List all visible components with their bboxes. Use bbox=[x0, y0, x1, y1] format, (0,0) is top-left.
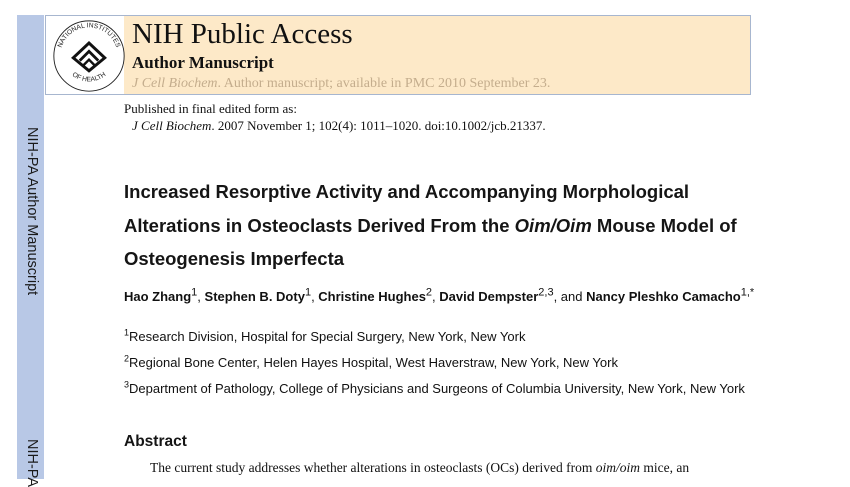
author-affiliation-mark: 1 bbox=[191, 286, 198, 299]
author-manuscript-label: Author Manuscript bbox=[132, 53, 274, 72]
author bbox=[586, 286, 755, 304]
affiliation bbox=[124, 380, 764, 398]
author-separator: , and bbox=[553, 289, 587, 304]
side-margin-banner bbox=[17, 15, 44, 487]
nih-header-box bbox=[45, 15, 751, 95]
side-label-author-manuscript: NIH-PA Author Manuscript bbox=[24, 127, 40, 296]
paper-title bbox=[124, 175, 774, 276]
author-name: Christine Hughes bbox=[318, 289, 426, 304]
author bbox=[204, 286, 312, 304]
citation-journal: J Cell Biochem bbox=[132, 118, 212, 133]
author-affiliation-mark: 1 bbox=[304, 286, 312, 299]
author-separator: , bbox=[197, 289, 205, 304]
author-name: Stephen B. Doty bbox=[204, 289, 305, 304]
seal-ring-top-text: NATIONAL INSTITUTES bbox=[56, 22, 122, 49]
author-affiliation-mark: 1,* bbox=[740, 286, 755, 299]
author bbox=[439, 286, 554, 304]
author-name: David Dempster bbox=[439, 289, 539, 304]
nih-public-access-title: NIH Public Access bbox=[132, 18, 353, 50]
abstract-text-start: The current study addresses whether alterations in osteoclasts (OCs) derived from bbox=[150, 460, 596, 475]
author-affiliation-mark: 2 bbox=[425, 286, 433, 299]
affiliation-number: 1 bbox=[124, 327, 130, 338]
availability-line bbox=[132, 76, 550, 92]
author-affiliation-mark: 2,3 bbox=[538, 286, 554, 299]
publication-note: Published in final edited form as: bbox=[124, 101, 297, 116]
author bbox=[318, 286, 433, 304]
abstract-text bbox=[150, 460, 689, 476]
author-list bbox=[124, 288, 764, 305]
affiliation bbox=[124, 354, 764, 372]
author-name: Hao Zhang bbox=[124, 289, 192, 304]
citation-details: . 2007 November 1; 102(4): 1011–1020. doi:10.1002/jcb.21337. bbox=[211, 118, 546, 133]
author-separator: , bbox=[432, 289, 440, 304]
affiliation-number: 3 bbox=[124, 379, 130, 390]
title-part-2: Mouse Model of Osteogenesis Imperfecta bbox=[124, 214, 737, 269]
journal-abbrev: J Cell Biochem bbox=[132, 76, 218, 91]
nih-seal-icon bbox=[52, 19, 126, 93]
title-part-1: Increased Resorptive Activity and Accompanying Morphological Alterations in Osteoclasts Derived From the bbox=[124, 181, 690, 236]
side-label-nih-pa: NIH-PA bbox=[24, 439, 40, 487]
affiliation-text: Research Division, Hospital for Special Surgery, New York, New York bbox=[129, 329, 526, 344]
abstract-text-end: mice, an bbox=[640, 460, 690, 475]
author bbox=[124, 286, 198, 304]
abstract-heading: Abstract bbox=[124, 433, 187, 450]
affiliation-number: 2 bbox=[124, 353, 130, 364]
abstract-text-italic: oim/oim bbox=[595, 460, 641, 475]
affiliation bbox=[124, 328, 764, 346]
title-italic: Oim/Oim bbox=[514, 214, 592, 236]
author-name: Nancy Pleshko Camacho bbox=[586, 289, 741, 304]
availability-text: . Author manuscript; available in PMC 2010 September 23. bbox=[217, 76, 551, 91]
author-separator: , bbox=[311, 289, 319, 304]
seal-ring-bottom-text: OF HEALTH bbox=[70, 71, 108, 84]
citation-line bbox=[132, 118, 546, 134]
affiliation-text: Department of Pathology, College of Physicians and Surgeons of Columbia University, New York, New York bbox=[129, 381, 745, 396]
affiliation-text: Regional Bone Center, Helen Hayes Hospital, West Haverstraw, New York, New York bbox=[129, 355, 618, 370]
